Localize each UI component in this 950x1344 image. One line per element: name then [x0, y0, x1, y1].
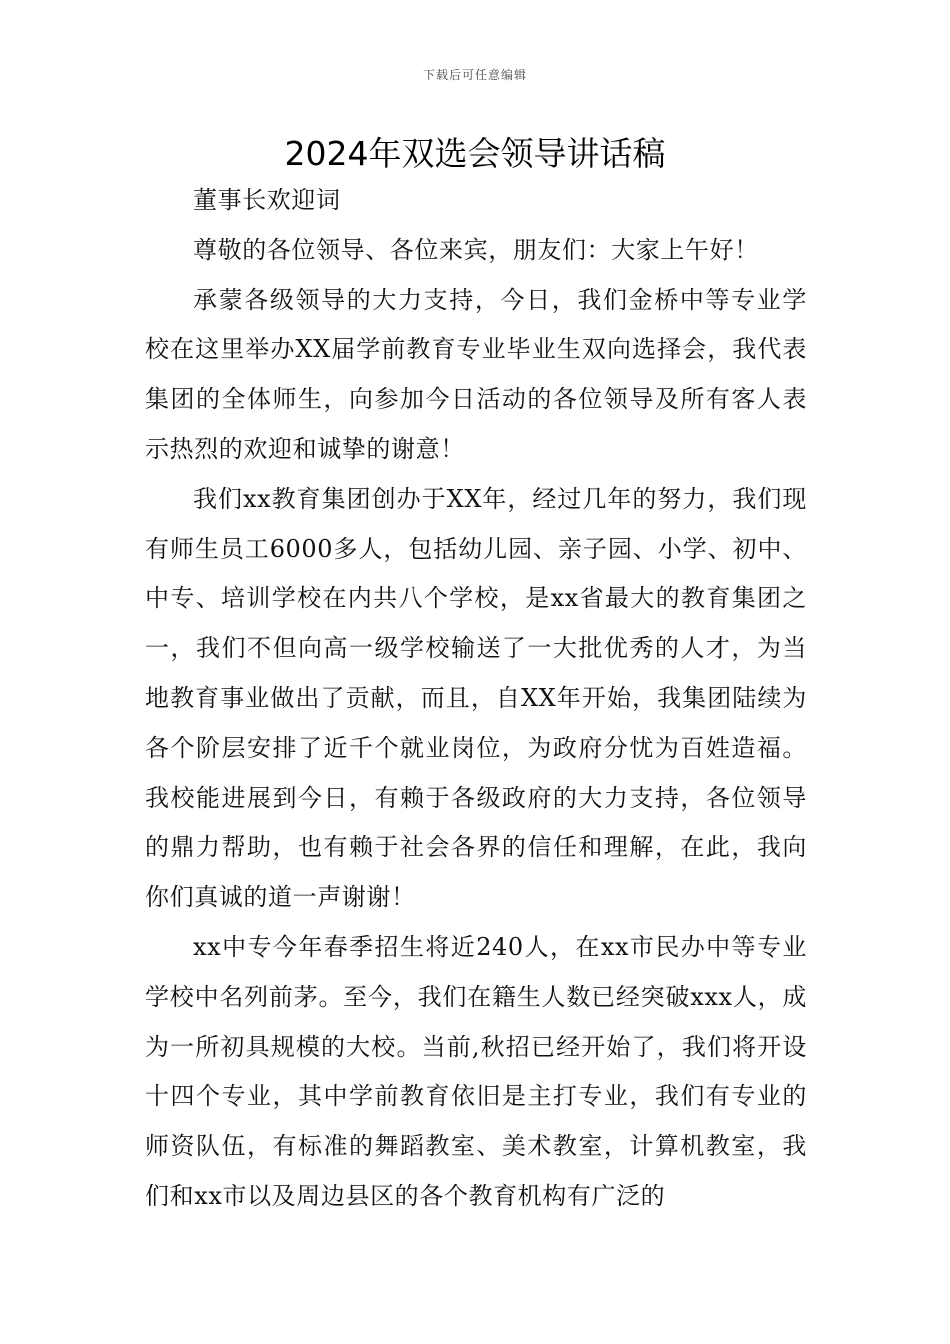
speaker-heading: 董事长欢迎词 [193, 186, 341, 214]
document-title: 2024年双选会领导讲话稿 [284, 134, 666, 173]
body-paragraph: xx中专今年春季招生将近240人，在xx市民办中等专业学校中名列前茅。至今，我们在籍生人数已经突破xxx人，成为一所初具规模的大校。当前,秋招已经开始了，我们将开设十四个专业，其中学前教育依旧是主打专业，我们有专业的师资队伍，有标准的舞蹈教室、美术教室，计算机教室，我们和xx市以及周边县区的各个教育机构有广泛的 [145, 932, 807, 1210]
body-paragraph: 我们xx教育集团创办于XX年，经过几年的努力，我们现有师生员工6000多人，包括幼儿园、亲子园、小学、初中、中专、培训学校在内共八个学校，是xx省最大的教育集团之一，我们不但向高一级学校输送了一大批优秀的人才，为当地教育事业做出了贡献，而且，自XX年开始，我集团陆续为各个阶层安排了近千个就业岗位，为政府分忧为百姓造福。我校能进展到今日，有赖于各级政府的大力支持，各位领导的鼎力帮助，也有赖于社会各界的信任和理解，在此，我向你们真诚的道一声谢谢！ [145, 484, 807, 912]
document-body [145, 176, 807, 1222]
header-note: 下载后可任意编辑 [422, 68, 527, 82]
greeting-paragraph: 尊敬的各位领导、各位来宾，朋友们：大家上午好！ [193, 235, 759, 264]
body-paragraph: 承蒙各级领导的大力支持，今日，我们金桥中等专业学校在这里举办XX届学前教育专业毕业生双向选择会，我代表集团的全体师生，向参加今日活动的各位领导及所有客人表示热烈的欢迎和诚挚的谢意！ [145, 285, 807, 463]
